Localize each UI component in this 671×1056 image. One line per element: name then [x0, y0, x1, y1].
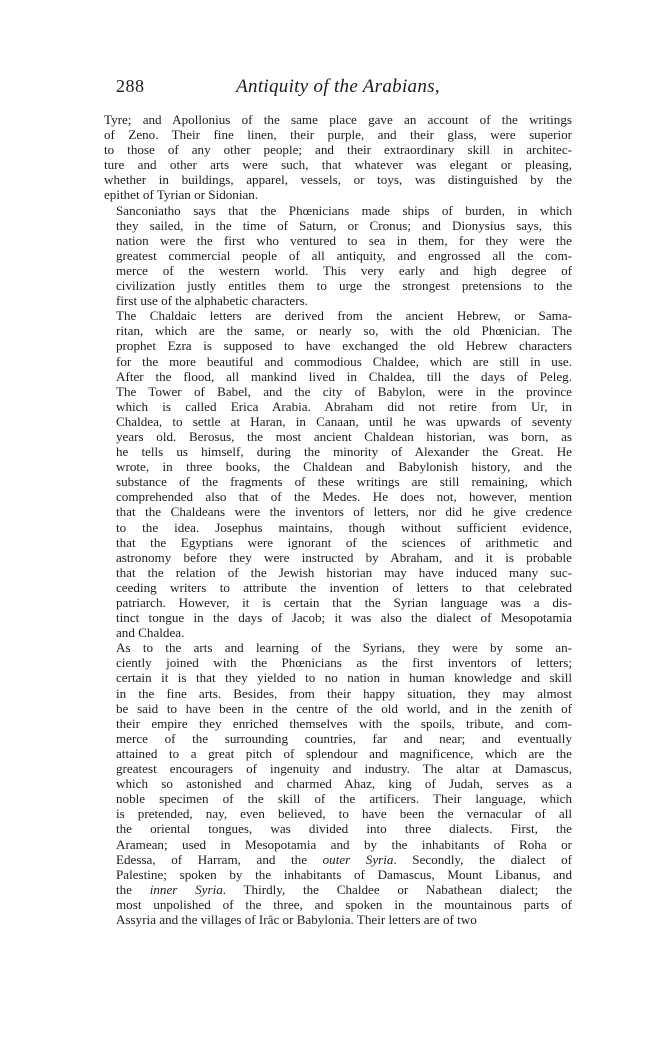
text-line: ciently joined with the Phœnicians as the first inventors of letters;: [116, 655, 572, 671]
text-line: merce of the surrounding countries, far and near; and eventually: [116, 730, 572, 746]
text-line: whether in buildings, apparel, vessels, or toys, was distinguished by the: [104, 172, 572, 188]
text-line: he tells us himself, during the minority of Alexander the Great. He: [116, 444, 572, 460]
paragraph: [104, 640, 572, 927]
text-line: which so astonished and charmed Ahaz, king of Judah, serves as a: [116, 776, 572, 792]
paragraph: [104, 308, 572, 640]
text-line: which is called Erica Arabia. Abraham did not retire from Ur, in: [116, 398, 572, 414]
text-line: civilization justly entitles them to urge the strongest pretensions to the: [116, 278, 572, 294]
text-line: epithet of Tyrian or Sidonian.: [104, 187, 259, 203]
text-line: for the more beautiful and commodious Chaldee, which are still in use.: [116, 353, 572, 369]
text-line: nation were the first who ventured to sea in them, for they were the: [116, 232, 572, 248]
text-line: and Chaldea.: [116, 625, 185, 641]
text-line: Palestine; spoken by the inhabitants of Damascus, Mount Libanus, and: [116, 866, 572, 882]
text-line: The Chaldaic letters are derived from the ancient Hebrew, or Sama-: [116, 308, 572, 324]
text-line: Tyre; and Apollonius of the same place gave an account of the writings: [104, 112, 572, 127]
text-line: Assyria and the villages of Irâc or Babylonia. Their letters are of two: [116, 911, 477, 927]
paragraph: [104, 203, 572, 309]
body-text: [104, 112, 572, 927]
text-line: merce of the western world. This very early and high degree of: [116, 262, 572, 278]
text-line: that the Egyptians were ignorant of the sciences of arithmetic and: [116, 534, 572, 550]
text-line: that the relation of the Jewish historian may have induced many suc-: [116, 564, 572, 580]
text-line: ceeding writers to attribute the invention of letters to that celebrated: [116, 579, 572, 595]
text-line: ritan, which are the same, or nearly so, with the old Phœnician. The: [116, 323, 572, 339]
page-number: 288: [116, 76, 145, 96]
text-line: years old. Berosus, the most ancient Chaldean historian, was born, as: [116, 428, 572, 444]
text-line: the inner Syria. Thirdly, the Chaldee or Nabathean dialect; the: [116, 881, 573, 897]
text-line: their empire they enriched themselves with the spoils, tribute, and com-: [116, 715, 572, 731]
text-line: Sanconiatho says that the Phœnicians made ships of burden, in which: [116, 202, 572, 218]
text-line: wrote, in three books, the Chaldean and Babylonish history, and the: [116, 459, 572, 475]
text-line: first use of the alphabetic characters.: [116, 293, 308, 309]
text-line: of Zeno. Their fine linen, their purple, and their glass, were superior: [104, 127, 572, 143]
text-line: patriarch. However, it is certain that the Syrian language was a dis-: [116, 595, 572, 610]
text-line: greatest encouragers of ingenuity and industry. The altar at Damascus,: [116, 761, 572, 777]
text-line: they sailed, in the time of Saturn, or Cronus; and Dionysius says, this: [116, 217, 572, 233]
text-line: to the idea. Josephus maintains, though without sufficient evidence,: [116, 519, 572, 535]
text-line: Aramean; used in Mesopotamia and by the inhabitants of Roha or: [116, 836, 572, 852]
text-line: astronomy before they were instructed by Abraham, and it is probable: [116, 549, 572, 565]
text-line: As to the arts and learning of the Syrians, they were by some an-: [116, 640, 572, 656]
text-line: greatest commercial people of all antiquity, and engrossed all the com-: [116, 247, 572, 263]
text-line: prophet Ezra is supposed to have exchanged the old Hebrew characters: [116, 338, 572, 354]
text-line: certain it is that they yielded to no nation in human knowledge and skill: [116, 670, 572, 686]
text-line: that the Chaldeans were the inventors of letters, nor did he give credence: [116, 504, 572, 520]
running-head: [104, 76, 572, 104]
text-line: be said to have been in the centre of the old world, and in the zenith of: [116, 700, 572, 716]
text-line: Edessa, of Harram, and the outer Syria. Secondly, the dialect of: [116, 851, 572, 867]
text-line: noble specimen of the skill of the artificers. Their language, which: [116, 791, 572, 807]
paragraph: [104, 112, 572, 203]
text-line: most unpolished of the three, and spoken in the mountainous parts of: [116, 896, 572, 912]
text-line: ture and other arts were such, that whatever was elegant or pleasing,: [104, 157, 572, 173]
text-line: The Tower of Babel, and the city of Babylon, were in the province: [116, 383, 572, 399]
text-line: the oriental tongues, was divided into three dialects. First, the: [116, 821, 572, 837]
text-line: to those of any other people; and their extraordinary skill in architec-: [104, 142, 572, 158]
text-line: After the flood, all mankind lived in Chaldea, till the days of Peleg.: [116, 368, 572, 384]
text-line: substance of the fragments of these writings are still remaining, which: [116, 474, 572, 490]
running-head-title: Antiquity of the Arabians,: [236, 76, 440, 97]
text-line: tinct tongue in the days of Jacob; it was also the dialect of Mesopotamia: [116, 610, 572, 626]
text-line: attained to a great pitch of splendour and magnificence, which are the: [116, 745, 572, 761]
text-line: Chaldea, to settle at Haran, in Canaan, until he was upwards of seventy: [116, 413, 572, 429]
text-line: is pretended, nay, even believed, to have been the vernacular of all: [116, 806, 572, 822]
text-line: in the fine arts. Besides, from their happy situation, they may almost: [116, 685, 572, 701]
text-line: comprehended also that of the Medes. He does not, however, mention: [116, 489, 572, 505]
